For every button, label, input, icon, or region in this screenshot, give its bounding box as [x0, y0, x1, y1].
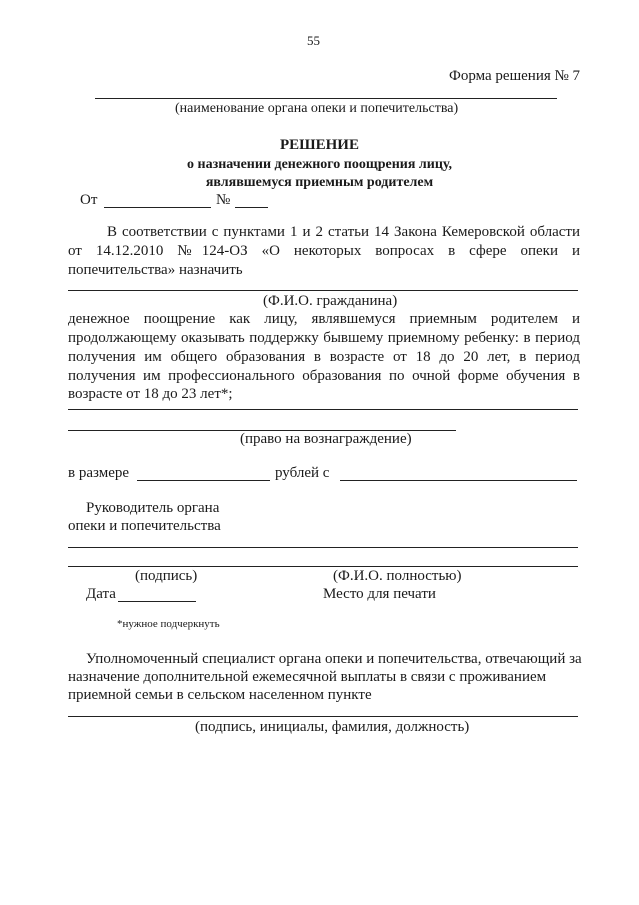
basis-line-2: от 14.12.2010 №124-ОЗ «О некоторых вопросах в сфере опеки и: [68, 243, 580, 259]
title-line-1: о назначении денежного поощрения лицу,: [187, 157, 452, 172]
basis-line-1: В соответствии с пунктами 1 и 2 статьи 14 Закона Кемеровской области: [107, 224, 580, 240]
number-label: №: [216, 192, 231, 208]
fio-caption: (Ф.И.О. гражданина): [263, 293, 398, 309]
head-line-1: Руководитель органа: [86, 500, 220, 516]
specialist-caption: (подпись, инициалы, фамилия, должность): [195, 719, 470, 735]
head-line-2: опеки и попечительства: [68, 518, 221, 534]
document-title: РЕШЕНИЕ: [280, 137, 359, 153]
rubles-from-label: рублей с: [275, 465, 330, 481]
form-label: Форма решения № 7: [449, 68, 581, 84]
entitlement-field-1[interactable]: [68, 409, 578, 410]
fio-full-caption: (Ф.И.О. полностью): [333, 568, 462, 584]
decision-date-field[interactable]: [104, 207, 211, 208]
specialist-line-2: назначение дополнительной ежемесячной выплаты в связи с проживанием: [68, 669, 547, 685]
body-line-1: денежное поощрение как лицу, являвшемуся приемным родителем и: [68, 311, 580, 327]
authority-line[interactable]: [95, 98, 557, 99]
amount-label: в размере: [68, 465, 130, 481]
page-number: 55: [307, 33, 320, 48]
title-line-2: являвшемуся приемным родителем: [205, 175, 434, 190]
entitlement-caption: (право на вознаграждение): [240, 431, 412, 447]
citizen-fio-field[interactable]: [68, 290, 578, 291]
body-line-3: получения им общего образования в возрасте от 18 до 20 лет, в период: [68, 349, 580, 365]
basis-line-3: попечительства» назначить: [68, 262, 243, 278]
body-line-2: продолжающему оказывать поддержку бывшему приемному ребенку: в период: [68, 330, 580, 346]
start-date-field[interactable]: [340, 480, 577, 481]
signature-caption: (подпись): [135, 568, 198, 584]
head-signature-field-2[interactable]: [68, 566, 578, 567]
body-line-4: получения им профессионального образования по очной форме обучения в: [68, 368, 580, 384]
amount-field[interactable]: [137, 480, 270, 481]
seal-label: Место для печати: [323, 586, 436, 602]
date-label: Дата: [86, 586, 116, 602]
from-label: От: [80, 192, 98, 208]
footnote: *нужное подчеркнуть: [117, 618, 220, 630]
head-signature-field-1[interactable]: [68, 547, 578, 548]
specialist-signature-field[interactable]: [68, 716, 578, 717]
specialist-line-3: приемной семьи в сельском населенном пункте: [68, 687, 372, 703]
signature-date-field[interactable]: [118, 601, 196, 602]
specialist-line-1: Уполномоченный специалист органа опеки и попечительства, отвечающий за: [86, 651, 582, 667]
decision-number-field[interactable]: [235, 207, 268, 208]
authority-caption: (наименование органа опеки и попечительства): [175, 101, 459, 116]
body-line-5: возрасте от 18 до 23 лет*;: [68, 386, 233, 402]
